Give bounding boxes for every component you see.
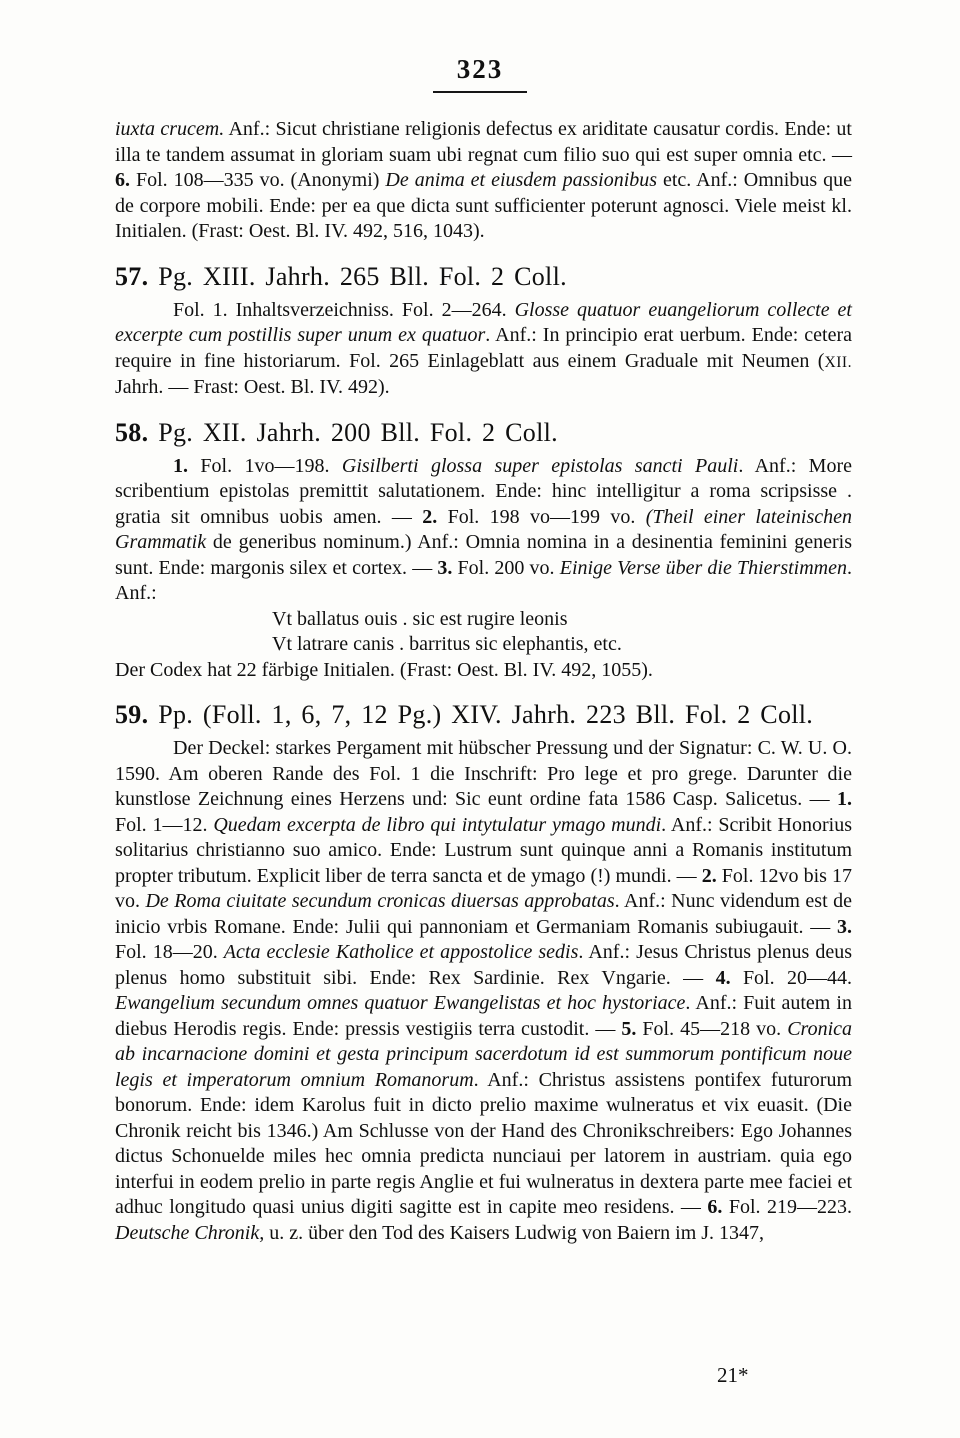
page-number: 323 [456,54,504,84]
entry-58-description: 1. Fol. 1vo—198. Gisilberti glossa super epistolas sancti Pauli. Anf.: More scribentium epistolas premittit salutationem. Ende: hinc intelligitur a roma scripsisse . gratia sit omnibus uobis amen. — 2. Fol. 198 vo—199 vo. (Theil einer lateinischen Grammatik de generibus nominum.) Anf.: Omnia nomina in a desinentia feminini generis sunt. Ende: margonis silex et cortex. — 3. Fol. 200 vo. Einige Verse über die Thierstimmen. Anf.: [115,454,853,604]
entry-59-heading: 59. Pp. (Foll. 1, 6, 7, 12 Pg.) XIV. Jahrh. 223 Bll. Fol. 2 Coll. [115,700,814,729]
entry-number: 58. [115,417,149,447]
entry-58-heading: 58. Pg. XII. Jahrh. 200 Bll. Fol. 2 Coll. [115,417,558,447]
page-number-rule [433,91,527,93]
page-text [115,117,852,1246]
entry-number: 57. [115,261,149,291]
verse-line: Vt latrare canis . barritus sic elephantis, etc. [272,633,622,655]
entry-58-note: Der Codex hat 22 färbige Initialen. (Frast: Oest. Bl. IV. 492, 1055). [115,658,653,681]
verse-line: Vt ballatus ouis . sic est rugire leonis [272,607,568,630]
entry-56-continuation: iuxta crucem. Anf.: Sicut christiane religionis defectus ex ariditate causatur cordis. Ende: ut illa te tandem assumat in gloriam suam ubi regnat cum filio suo qui est super omnia etc. — 6. Fol. 108—335 vo. (Anonymi) De anima et eiusdem passionibus etc. Anf.: Omnibus que de corpore mobili. Ende: per ea que dicta sunt sufficienter poterunt agnosci. Viele meist kl. Initialen. (Frast: Oest. Bl. IV. 492, 516, 1043). [115,118,852,242]
entry-number: 59. [115,700,149,729]
animal-sounds-verse [272,607,852,658]
entry-57-description: Fol. 1. Inhaltsverzeichniss. Fol. 2—264. Glosse quatuor euangeliorum collecte et excerpte cum postillis super unum ex quatuor. Anf.: In principio erat uerbum. Ende: cetera require in fine historiarum. Fol. 265 Einlageblatt aus einem Graduale mit Neumen (XII. Jahrh. — Frast: Oest. Bl. IV. 492). [115,298,852,398]
entry-57-heading: 57. Pg. XIII. Jahrh. 265 Bll. Fol. 2 Coll. [115,261,567,291]
signature-mark: 21* [717,1363,749,1387]
entry-59-description: Der Deckel: starkes Pergament mit hübscher Pressung und der Signatur: C. W. U. O. 1590. Am oberen Rande des Fol. 1 die Inschrift: Pro lege et pro grege. Darunter die kunstlose Zeichnung eines Herzens und: Sic eunt ordine fata 1586 Casp. Salicetus. — 1. Fol. 1—12. Quedam excerpta de libro qui intytulatur ymago mundi. Anf.: Scribit Honorius solitarius christianno suo amico. Ende: Lustrum sunt quinque anni a Romanis institutum propter tributum. Explicit liber de terra sancta et de ymago (!) mundi. — 2. Fol. 12vo bis 17 vo. De Roma ciuitate secundum cronicas diuersas approbatas. Anf.: Nunc videndum est de inicio vrbis Romane. Ende: Julii qui pannoniam et Germaniam Romanis subiugauit. — 3. Fol. 18—20. Acta ecclesie Katholice et appostolice sedis. Anf.: Jesus Christus plenus deus plenus homo substituit sibi. Ende: Rex Sardinie. Rex Vngarie. — 4. Fol. 20—44. Ewangelium secundum omnes quatuor Ewangelistas et hoc hystoriace. Anf.: Fuit autem in diebus Herodis regis. Ende: pressis vestigiis terra custodit. — 5. Fol. 45—218 vo. Cronica ab incarnacione domini et gesta principum sacerdotum id est summorum pontificum noue legis et imperatorum omnium Romanorum. Anf.: Christus assistens pontifex futurorum bonorum. Ende: idem Karolus fuit in dicto prelio maxime wulneratus et vix euasit. (Die Chronik reicht bis 1346.) Am Schlusse von der Hand des Chronikschreibers: Ego Johannes dictus Schonuelde miles hec omnia predicta nunciaui per latorem in austriam. quia ego interfui in eodem prelio in parte regis Anglie et fui wulneratus in dextera parte mee faciei et adhuc longitudo quasi unius digiti sagitte est in capite meo residens. — 6. Fol. 219—223. Deutsche Chronik, u. z. über den Tod des Kaisers Ludwig von Baiern im J. 1347, [115,737,853,1244]
